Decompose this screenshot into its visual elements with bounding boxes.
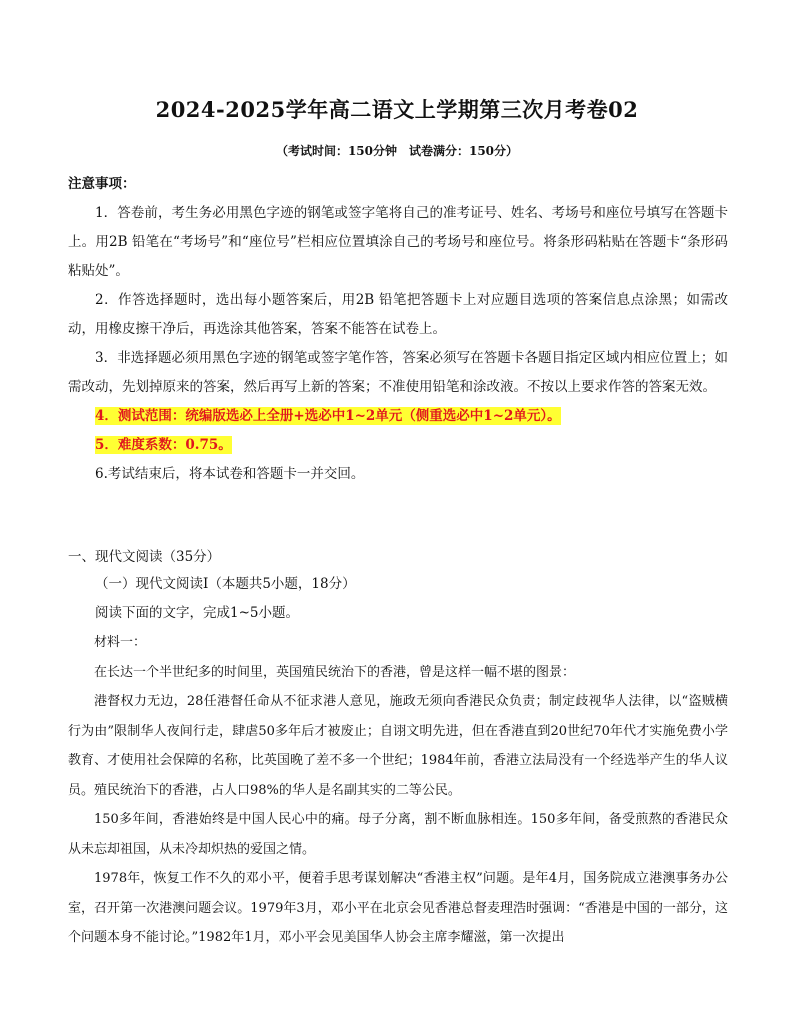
material-label: 材料一： — [94, 635, 147, 650]
reading-intro — [68, 570, 728, 628]
page-title: 2024-2025学年高二语文上学期第三次月考卷02 — [155, 97, 639, 122]
section-heading: 一、现代文阅读（35分） — [68, 549, 221, 565]
passage-paragraph: 1978年，恢复工作不久的邓小平，便着手思考谋划解决“香港主权”问题。是年4月，国务院成立港澳事务办公室，召开第一次港澳问题会议。1979年3月，邓小平在北京会见香港总督麦理浩时强调：“香港是中国的一部分，这个问题本身不能讨论。”1982年1月，邓小平会见美国华人协会主席李耀滋，第一次提出 — [68, 871, 728, 945]
notice-item-3: 3．非选择题必须用黑色字迹的钢笔或签字笔作答，答案必须写在答题卡各题目指定区域内相应位置上；如需改动，先划掉原来的答案，然后再写上新的答案；不准使用铅笔和涂改液。不按以上要求作答的答案无效。 — [68, 350, 728, 395]
notice-item-1: 1．答卷前，考生务必用黑色字迹的钢笔或签字笔将自己的准考证号、姓名、考场号和座位号填写在答题卡上。用2B 铅笔在“考场号”和“座位号”栏相应位置填涂自己的考场号和座位号。将条形码粘贴在答题卡“条形码粘贴处”。 — [68, 205, 728, 279]
reading-passage — [68, 628, 728, 953]
notice-section — [68, 170, 728, 489]
highlight-difficulty: 5．难度系数：0.75。 — [95, 437, 232, 453]
notice-item-4 — [68, 402, 728, 431]
passage-paragraph: 150多年间，香港始终是中国人民心中的痛。母子分离，割不断血脉相连。150多年间，备受煎熬的香港民众从未忘却祖国，从未冷却炽热的爱国之情。 — [68, 812, 728, 857]
passage-paragraph: 在长达一个半世纪多的时间里，英国殖民统治下的香港，曾是这样一幅不堪的图景： — [94, 664, 576, 680]
exam-info: （考试时间：150分钟 试卷满分：150分） — [275, 144, 519, 158]
notice-item-5 — [68, 431, 728, 460]
notice-item-2: 2．作答选择题时，选出每小题答案后，用2B 铅笔把答题卡上对应题目选项的答案信息点涂黑；如需改动，用橡皮擦干净后，再选涂其他答案，答案不能答在试卷上。 — [68, 292, 728, 337]
subsection-heading: （一）现代文阅读Ⅰ（本题共5小题，18分） — [95, 576, 356, 592]
notice-item-6: 6.考试结束后，将本试卷和答题卡一并交回。 — [95, 466, 365, 482]
passage-paragraph: 港督权力无边，28任港督任命从不征求港人意见，施政无须向香港民众负责；制定歧视华人法律，以“盗贼横行为由”限制华人夜间行走，肆虐50多年后才被废止；自诩文明先进，但在香港直到20世纪70年代才实施免费小学教育、才使用社会保障的名称，比英国晚了差不多一个世纪；1984年前，香港立法局没有一个经选举产生的华人议员。殖民统治下的香港，占人口98%的华人是名副其实的二等公民。 — [68, 694, 728, 798]
highlight-test-scope: 4．测试范围：统编版选必上全册+选必中1~2单元（侧重选必中1~2单元）。 — [95, 408, 561, 424]
instruction-text: 阅读下面的文字，完成1~5小题。 — [95, 605, 299, 621]
notice-heading: 注意事项： — [68, 176, 136, 192]
